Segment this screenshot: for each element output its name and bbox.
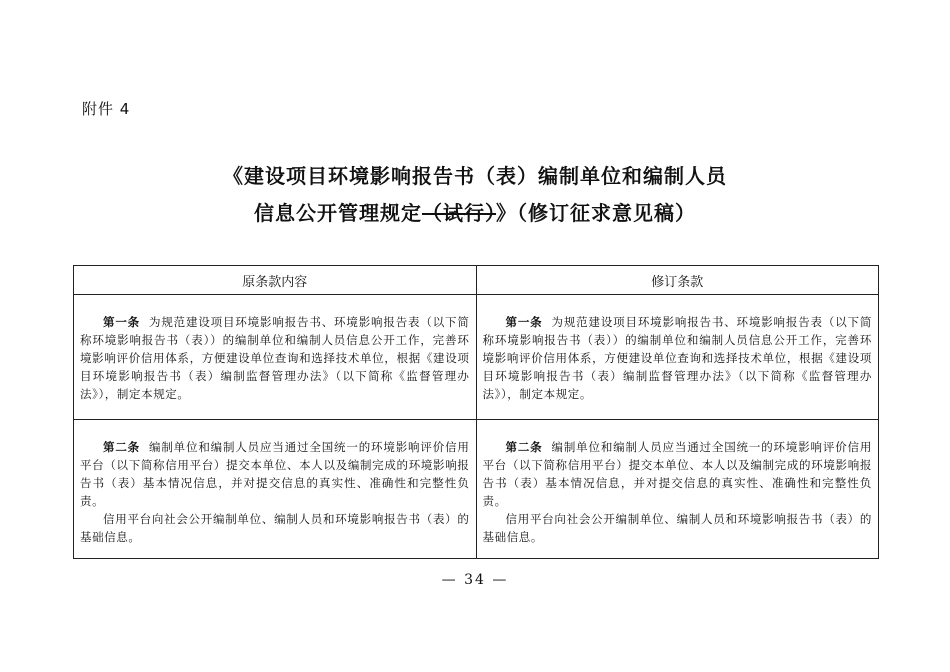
document-title-line-2: [0, 197, 950, 226]
title-prefix: 信息公开管理规定: [254, 201, 422, 225]
original-article-2: [74, 420, 477, 559]
article-text: 编制单位和编制人员应当通过全国统一的环境影响评价信用平台（以下简称信用平台）提交本单位、本人以及编制完成的环境影响报告书（表）基本情况信息，并对提交信息的真实性、准确性和完整性负责。: [80, 440, 470, 508]
revised-article-1: [476, 295, 879, 420]
original-article-1: [74, 295, 477, 420]
comparison-table: [73, 265, 879, 559]
table-row: [74, 295, 879, 420]
article-paragraph: 信用平台向社会公开编制单位、编制人员和环境影响报告书（表）的基础信息。: [80, 512, 470, 544]
column-header-revised: 修订条款: [476, 266, 879, 295]
article-paragraph: 信用平台向社会公开编制单位、编制人员和环境影响报告书（表）的基础信息。: [482, 512, 872, 544]
article-number: 第二条: [103, 440, 141, 454]
struck-text: （试行）: [422, 201, 496, 225]
column-header-original: 原条款内容: [74, 266, 477, 295]
article-text: 编制单位和编制人员应当通过全国统一的环境影响评价信用平台（以下简称信用平台）提交本单位、本人以及编制完成的环境影响报告书（表）基本情况信息，并对提交信息的真实性、准确性和完整性负责。: [482, 440, 872, 508]
article-number: 第一条: [505, 315, 543, 329]
table-header-row: [74, 266, 879, 295]
article-paragraph: [80, 438, 470, 510]
article-paragraph: [483, 438, 873, 510]
article-text: 为规范建设项目环境影响报告书、环境影响报告表（以下简称环境影响报告书（表））的编制单位和编制人员信息公开工作，完善环境影响评价信用体系，方便建设单位查询和选择技术单位，根据《建设项目环境影响报告书（表）编制监督管理办法》（以下简称《监督管理办法》），制定本规定。: [482, 315, 872, 401]
article-number: 第二条: [505, 440, 543, 454]
table-row: [74, 420, 879, 559]
article-paragraph: [483, 313, 873, 403]
attachment-label: 附件 4: [82, 100, 131, 118]
document-title-line-1: 《建设项目环境影响报告书（表）编制单位和编制人员: [223, 164, 727, 188]
article-number: 第一条: [103, 315, 141, 329]
title-suffix: 》（修订征求意见稿）: [496, 201, 696, 225]
article-paragraph: [80, 313, 470, 403]
revised-article-2: [476, 420, 879, 559]
article-text: 为规范建设项目环境影响报告书、环境影响报告表（以下简称环境影响报告书（表））的编制单位和编制人员信息公开工作，完善环境影响评价信用体系，方便建设单位查询和选择技术单位，根据《建设项目环境影响报告书（表）编制监督管理办法》（以下简称《监督管理办法》），制定本规定。: [80, 315, 470, 401]
page-number: — 34 —: [441, 572, 509, 588]
